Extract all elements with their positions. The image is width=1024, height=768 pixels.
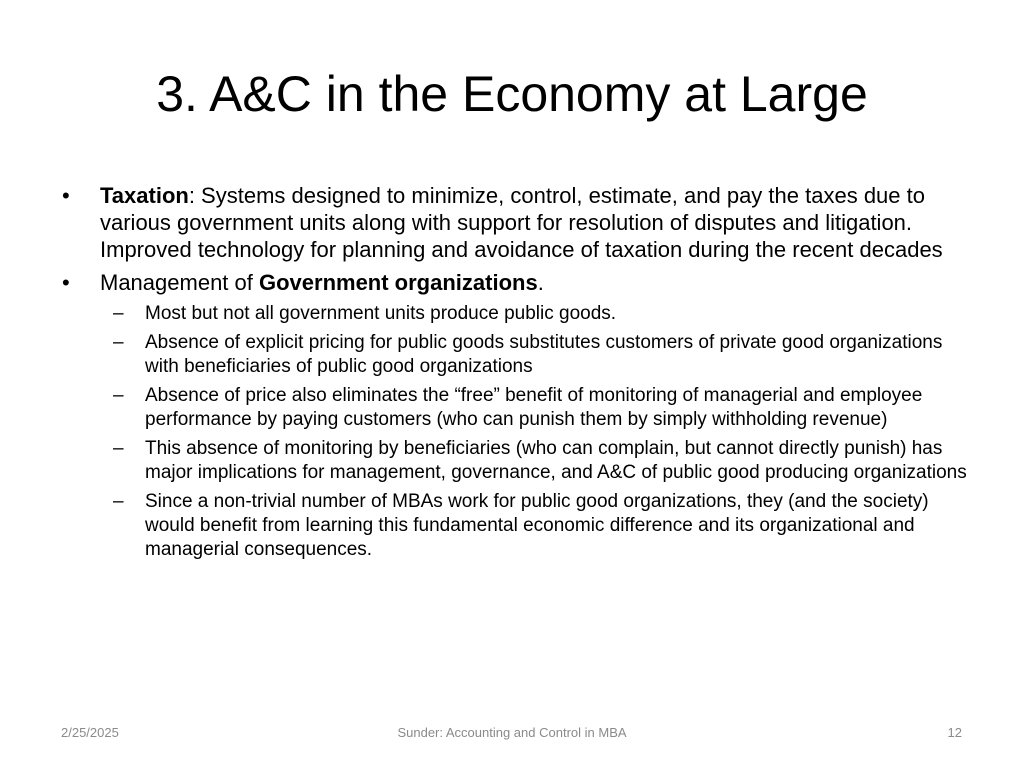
- footer-date: 2/25/2025: [61, 725, 119, 740]
- sub-bullet-item: [62, 490, 968, 562]
- footer-page-number: 12: [947, 725, 962, 740]
- dash-icon: –: [113, 438, 124, 459]
- footer-title: Sunder: Accounting and Control in MBA: [397, 725, 627, 740]
- bullet-item-taxation: [62, 182, 968, 263]
- sub-bullet-item: [62, 384, 968, 432]
- sub-bullet-item: [62, 331, 968, 379]
- sub-bullet-text: Most but not all government units produce public goods.: [145, 303, 617, 324]
- sub-bullet-text: Since a non-trivial number of MBAs work for public good organizations, they (and the society) would benefit from learning this fundamental economic difference and its organizational and managerial consequences.: [145, 491, 929, 560]
- bullet-icon: •: [62, 183, 70, 208]
- dash-icon: –: [113, 332, 124, 353]
- sub-bullet-text: This absence of monitoring by beneficiaries (who can complain, but cannot directly punish) has major implications for management, governance, and A&C of public good producing organizations: [145, 438, 967, 483]
- slide-title: 3. A&C in the Economy at Large: [156, 66, 868, 122]
- dash-icon: –: [113, 491, 124, 512]
- bullet-icon: •: [62, 270, 70, 295]
- bullet-bold-term: Taxation: [100, 183, 189, 208]
- sub-bullet-item: [62, 437, 968, 485]
- dash-icon: –: [113, 303, 124, 324]
- bullet-text: : Systems designed to minimize, control, estimate, and pay the taxes due to various government units along with support for resolution of disputes and litigation. Improved technology for planning and avoidance of taxation during the recent decades: [100, 183, 943, 262]
- sub-bullet-text: Absence of explicit pricing for public goods substitutes customers of private good organizations with beneficiaries of public good organizations: [145, 332, 943, 377]
- dash-icon: –: [113, 385, 124, 406]
- sub-bullet-list: [62, 302, 968, 562]
- bullet-item-government: [62, 269, 968, 296]
- sub-bullet-text: Absence of price also eliminates the “free” benefit of monitoring of managerial and employee performance by paying customers (who can punish them by simply withholding revenue): [145, 385, 923, 430]
- sub-bullet-item: [62, 302, 968, 326]
- bullet-bold-term: Government organizations: [258, 270, 538, 295]
- slide-content: [62, 182, 968, 567]
- bullet-prefix: Management of: [100, 270, 259, 295]
- bullet-suffix: .: [537, 270, 544, 295]
